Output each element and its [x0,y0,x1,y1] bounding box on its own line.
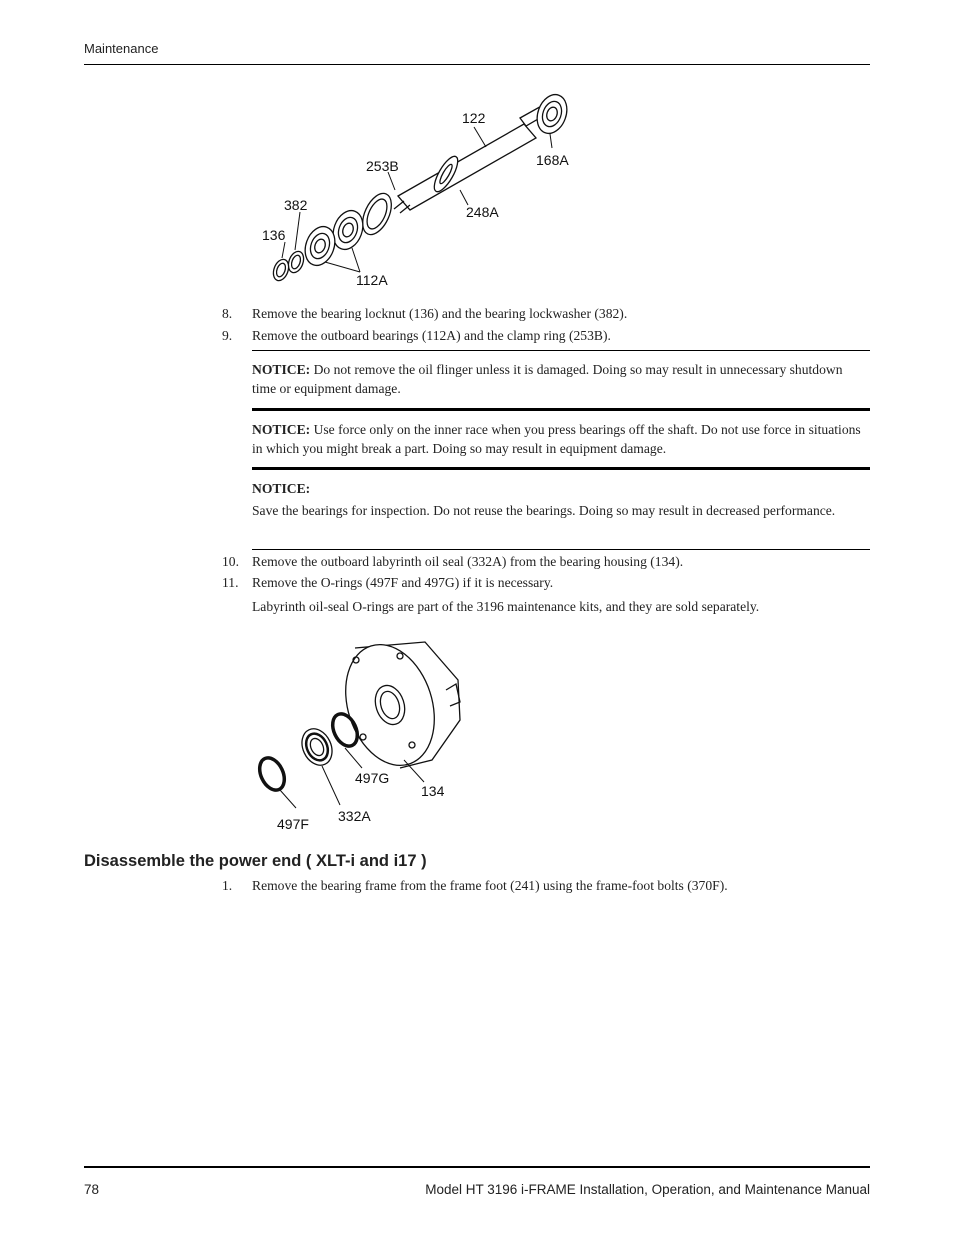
step-number: 1. [222,878,233,893]
callout-382: 382 [284,197,308,213]
callout-168a: 168A [536,152,569,168]
step-text: Remove the outboard labyrinth oil seal (332A) from the bearing housing (134). [252,554,684,569]
step-11-note: Labyrinth oil-seal O-rings are part of the 3196 maintenance kits, and they are sold separately. [252,599,760,614]
notice-save-bearings [252,479,866,520]
notice-oil-flinger [252,360,866,398]
step-text: Remove the outboard bearings (112A) and the clamp ring (253B). [252,328,611,343]
footer-rule [84,1166,870,1168]
notice-label: NOTICE: [252,422,311,437]
notice-label: NOTICE: [252,481,311,496]
callout-248a: 248A [466,204,499,220]
callout-122: 122 [462,110,486,126]
shaft-bearing-exploded-diagram [250,90,590,290]
callout-136: 136 [262,227,286,243]
callout-112a: 112A [356,272,388,288]
notice-inner-race [252,420,866,458]
notice-text: Save the bearings for inspection. Do not reuse the bearings. Doing so may result in decreased performance. [252,503,836,518]
notice-rule [252,467,870,470]
callout-253b: 253B [366,158,399,174]
section-step-1 [222,877,862,895]
header-rule [84,64,870,65]
notice-rule-top [252,350,870,351]
callout-497f: 497F [277,816,309,832]
notice-rule [252,408,870,411]
step-11 [222,574,862,592]
callout-332a: 332A [338,808,371,824]
callout-134: 134 [421,783,445,799]
manual-title: Model HT 3196 i-FRAME Installation, Operation, and Maintenance Manual [425,1182,870,1197]
running-header: Maintenance [84,41,159,56]
notice-label: NOTICE: [252,362,311,377]
step-9 [222,327,862,345]
step-10 [222,553,862,571]
section-heading: Disassemble the power end ( XLT-i and i17 ) [84,852,427,870]
step-text: Remove the bearing locknut (136) and the bearing lockwasher (382). [252,306,628,321]
notice-text: Use force only on the inner race when you press bearings off the shaft. Do not use force in situations in which you might break a part. Doing so may result in equipment damage. [252,422,861,456]
step-text: Remove the O-rings (497F and 497G) if it is necessary. [252,575,554,590]
step-number: 8. [222,306,233,321]
step-number: 9. [222,328,233,343]
step-number: 10. [222,554,239,569]
bearing-housing-seal-diagram [250,640,480,840]
step-8 [222,305,862,323]
step-text: Remove the bearing frame from the frame foot (241) using the frame-foot bolts (370F). [252,878,728,893]
notice-text: Do not remove the oil flinger unless it is damaged. Doing so may result in unnecessary shutdown time or equipment damage. [252,362,843,396]
notice-rule-bottom [252,549,870,550]
page-number: 78 [84,1182,100,1197]
callout-497g: 497G [355,770,390,786]
step-number: 11. [222,575,239,590]
